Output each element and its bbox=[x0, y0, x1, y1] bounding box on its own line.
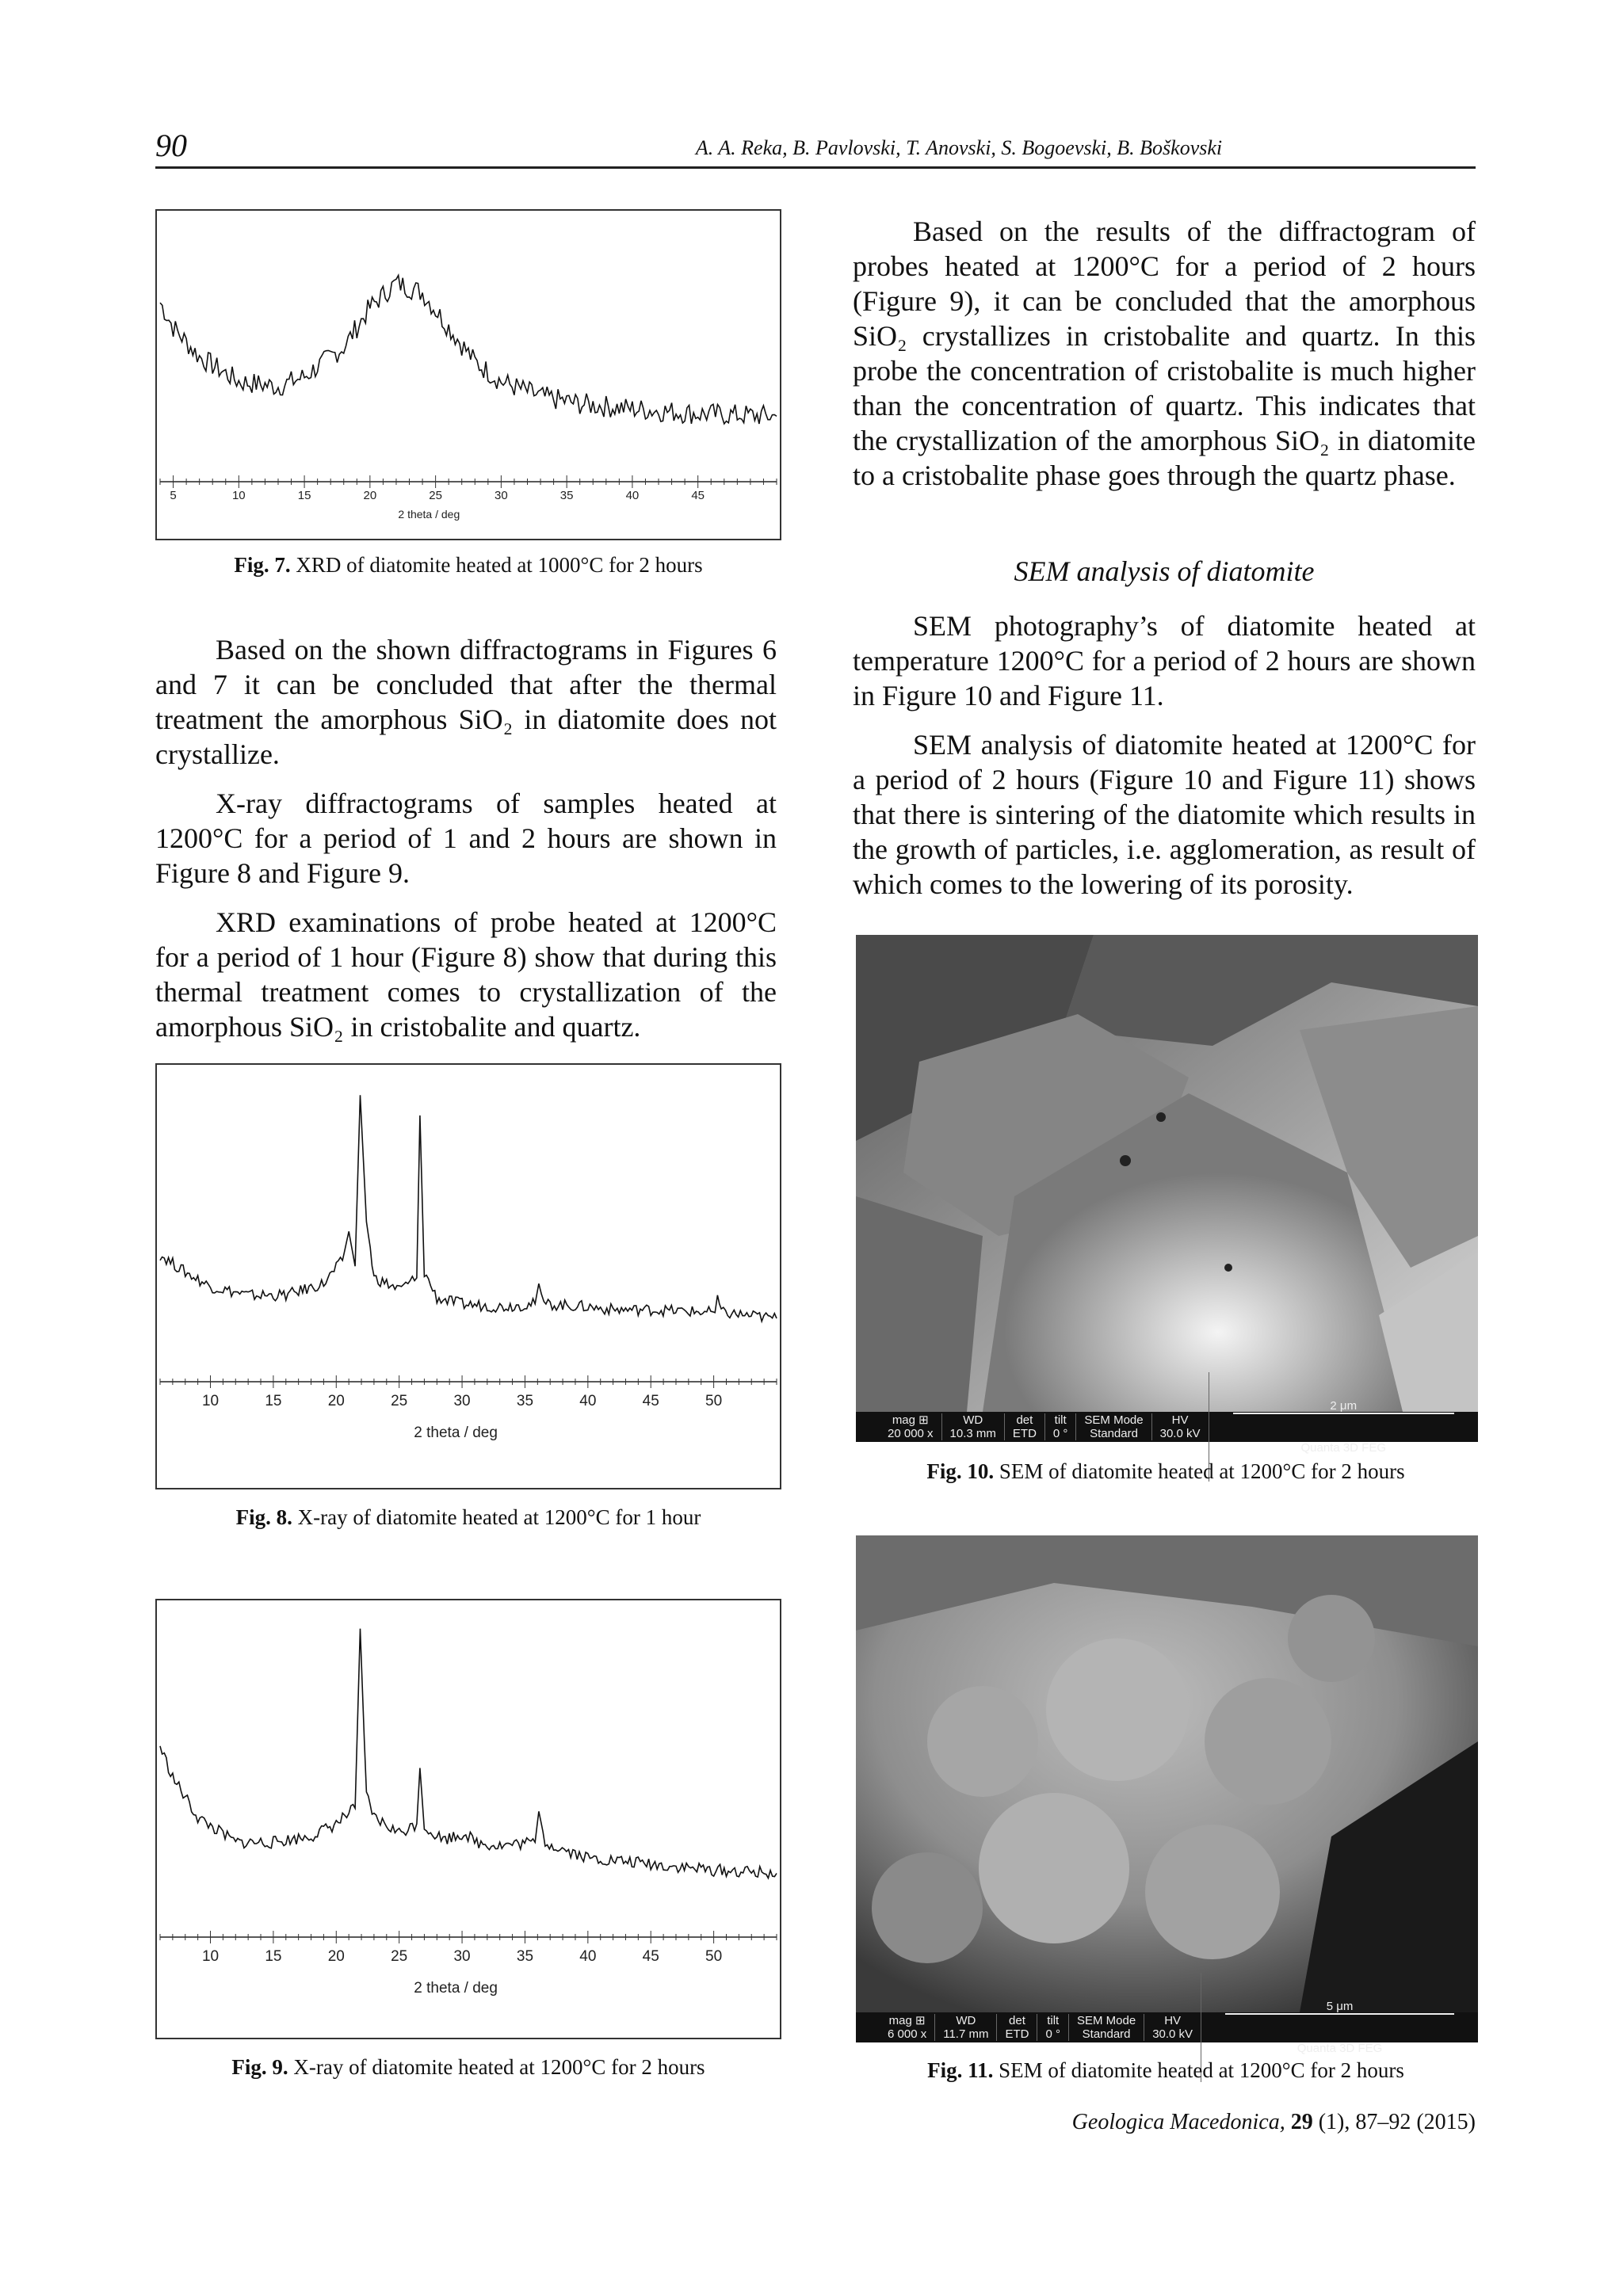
paragraph: Based on the shown diffractograms in Figures 6 and 7 it can be concluded that after the thermal treatment the amorphous SiO₂ in diatomite does not crystallize. bbox=[155, 634, 777, 770]
x-tick-label: 45 bbox=[691, 489, 705, 502]
figure-7-caption-text: XRD of diatomite heated at 1000°C for 2 hours bbox=[296, 553, 703, 577]
xrd-trace bbox=[160, 1629, 777, 1878]
journal-issue-pages: (1), 87–92 (2015) bbox=[1318, 2110, 1476, 2134]
x-tick-label: 40 bbox=[625, 489, 640, 502]
x-tick-label: 25 bbox=[391, 1948, 408, 1965]
x-tick-label: 25 bbox=[391, 1393, 408, 1409]
right-column-text-top bbox=[853, 214, 1476, 507]
figure-8-label: Fig. 8. bbox=[235, 1505, 292, 1529]
journal-footer bbox=[951, 2110, 1476, 2135]
left-column-text bbox=[155, 632, 777, 1058]
paragraph: X-ray diffractograms of samples heated at 1200°C for a period of 1 and 2 hours are shown in Figure 8 and Figure 9. bbox=[155, 788, 777, 889]
x-tick-label: 35 bbox=[559, 489, 574, 502]
figure-9-frame bbox=[155, 1599, 781, 2039]
databar-mag: mag ⊞ 20 000 x bbox=[888, 1413, 934, 1440]
header-rule bbox=[155, 166, 1476, 169]
databar-mode: SEM Mode Standard bbox=[1068, 2014, 1144, 2041]
figure-9-label: Fig. 9. bbox=[231, 2055, 288, 2079]
figure-7-frame bbox=[155, 209, 781, 540]
x-tick-label: 45 bbox=[642, 1948, 659, 1965]
sem-micrograph bbox=[856, 935, 1478, 1412]
sem-micrograph bbox=[856, 1535, 1478, 2012]
x-tick-label: 45 bbox=[642, 1393, 659, 1409]
x-tick-label: 40 bbox=[579, 1948, 597, 1965]
figure-11-label: Fig. 11. bbox=[927, 2058, 994, 2082]
databar-hv: HV 30.0 kV bbox=[1151, 1413, 1209, 1440]
figure-9-xrd-chart bbox=[157, 1600, 780, 2038]
xrd-trace bbox=[160, 276, 777, 425]
databar-wd: WD 10.3 mm bbox=[941, 1413, 1004, 1440]
instrument-name: Quanta 3D FEG bbox=[1300, 1441, 1387, 1455]
sem-databar bbox=[856, 1399, 1478, 1455]
journal-volume: 29 bbox=[1290, 2110, 1313, 2134]
scale-bar-label: 5 μm bbox=[1225, 2000, 1454, 2015]
figure-11-sem-image bbox=[856, 1535, 1478, 2055]
figure-11-caption-text: SEM of diatomite heated at 1200°C for 2 hours bbox=[999, 2058, 1404, 2082]
x-tick-label: 30 bbox=[495, 489, 508, 502]
x-tick-label: 20 bbox=[363, 489, 377, 502]
x-tick-label: 15 bbox=[265, 1948, 282, 1965]
xrd-trace bbox=[160, 1095, 777, 1322]
figure-7-caption bbox=[155, 553, 781, 578]
figure-8-caption bbox=[155, 1505, 781, 1530]
paragraph: SEM photography’s of diatomite heated at temperature 1200°C for a period of 2 hours are shown in Figure 10 and Figure 11. bbox=[853, 610, 1476, 711]
x-tick-label: 35 bbox=[516, 1948, 534, 1965]
x-tick-label: 15 bbox=[297, 489, 311, 502]
paragraph: Based on the results of the diffractogram of probes heated at 1200°C for a period of 2 hours (Figure 9), it can be concluded that the amorphous SiO₂ crystallizes in cristobalite and quartz. In this probe the concentration of cristobalite is much higher than the concentration of quartz. This indicates that the crystallization of the amorphous SiO₂ in diatomite to a cristobalite phase goes through the quartz phase. bbox=[853, 215, 1476, 491]
page-number: 90 bbox=[155, 128, 187, 163]
x-tick-label: 35 bbox=[516, 1393, 534, 1409]
x-tick-label: 20 bbox=[327, 1948, 345, 1965]
x-tick-label: 5 bbox=[170, 489, 177, 502]
x-tick-label: 20 bbox=[327, 1393, 345, 1409]
x-axis-label: 2 theta / deg bbox=[414, 1980, 498, 1997]
x-tick-label: 25 bbox=[429, 489, 442, 502]
figure-7-label: Fig. 7. bbox=[234, 553, 291, 577]
x-tick-label: 10 bbox=[201, 1948, 220, 1965]
x-tick-label: 50 bbox=[705, 1393, 723, 1409]
databar-hv: HV 30.0 kV bbox=[1144, 2014, 1201, 2041]
x-tick-label: 15 bbox=[265, 1393, 282, 1409]
x-tick-label: 30 bbox=[453, 1393, 471, 1409]
running-header-authors: A. A. Reka, B. Pavlovski, T. Anovski, S. Bogoevski, B. Boškovski bbox=[695, 136, 1223, 159]
databar-det: det ETD bbox=[1004, 1413, 1044, 1440]
databar-mag: mag ⊞ 6 000 x bbox=[888, 2014, 927, 2041]
x-tick-label: 40 bbox=[579, 1393, 597, 1409]
paragraph: SEM analysis of diatomite heated at 1200°C for a period of 2 hours (Figure 10 and Figure 11) shows that there is sintering of the diatomite which results in the growth of particles, i.e. agglomeration, as result of which comes to the lowering of its porosity. bbox=[853, 729, 1476, 900]
figure-11-caption bbox=[853, 2058, 1479, 2083]
figure-10-sem-image bbox=[856, 935, 1478, 1455]
figure-10-caption-text: SEM of diatomite heated at 1200°C for 2 hours bbox=[999, 1459, 1405, 1483]
databar-tilt: tilt 0 ° bbox=[1044, 1413, 1076, 1440]
databar-mode: SEM Mode Standard bbox=[1075, 1413, 1151, 1440]
x-axis-label: 2 theta / deg bbox=[414, 1425, 498, 1441]
x-tick-label: 30 bbox=[453, 1948, 471, 1965]
figure-8-xrd-chart bbox=[157, 1065, 780, 1488]
scale-bar-label: 2 μm bbox=[1233, 1399, 1455, 1414]
figure-10-label: Fig. 10. bbox=[926, 1459, 995, 1483]
paragraph: XRD examinations of probe heated at 1200°C for a period of 1 hour (Figure 8) show that during this thermal treatment comes to crystallization of the amorphous SiO₂ in cristobalite and quartz. bbox=[155, 906, 777, 1043]
journal-name: Geologica Macedonica, bbox=[1071, 2110, 1285, 2134]
databar-det: det ETD bbox=[996, 2014, 1037, 2041]
sem-databar bbox=[856, 2000, 1478, 2055]
figure-8-caption-text: X-ray of diatomite heated at 1200°C for 1 hour bbox=[297, 1505, 701, 1529]
x-tick-label: 10 bbox=[231, 489, 246, 502]
figure-8-frame bbox=[155, 1063, 781, 1489]
figure-9-caption-text: X-ray of diatomite heated at 1200°C for 2 hours bbox=[293, 2055, 705, 2079]
instrument-name: Quanta 3D FEG bbox=[1296, 2042, 1383, 2055]
figure-9-caption bbox=[155, 2055, 781, 2080]
section-title: SEM analysis of diatomite bbox=[1014, 555, 1315, 587]
figure-7-xrd-chart bbox=[157, 211, 780, 539]
databar-tilt: tilt 0 ° bbox=[1037, 2014, 1068, 2041]
x-tick-label: 50 bbox=[705, 1948, 723, 1965]
right-column-text-sem bbox=[853, 608, 1476, 916]
figure-10-caption bbox=[853, 1459, 1479, 1484]
x-tick-label: 10 bbox=[201, 1393, 220, 1409]
x-axis-label: 2 theta / deg bbox=[398, 508, 460, 521]
databar-wd: WD 11.7 mm bbox=[934, 2014, 996, 2041]
